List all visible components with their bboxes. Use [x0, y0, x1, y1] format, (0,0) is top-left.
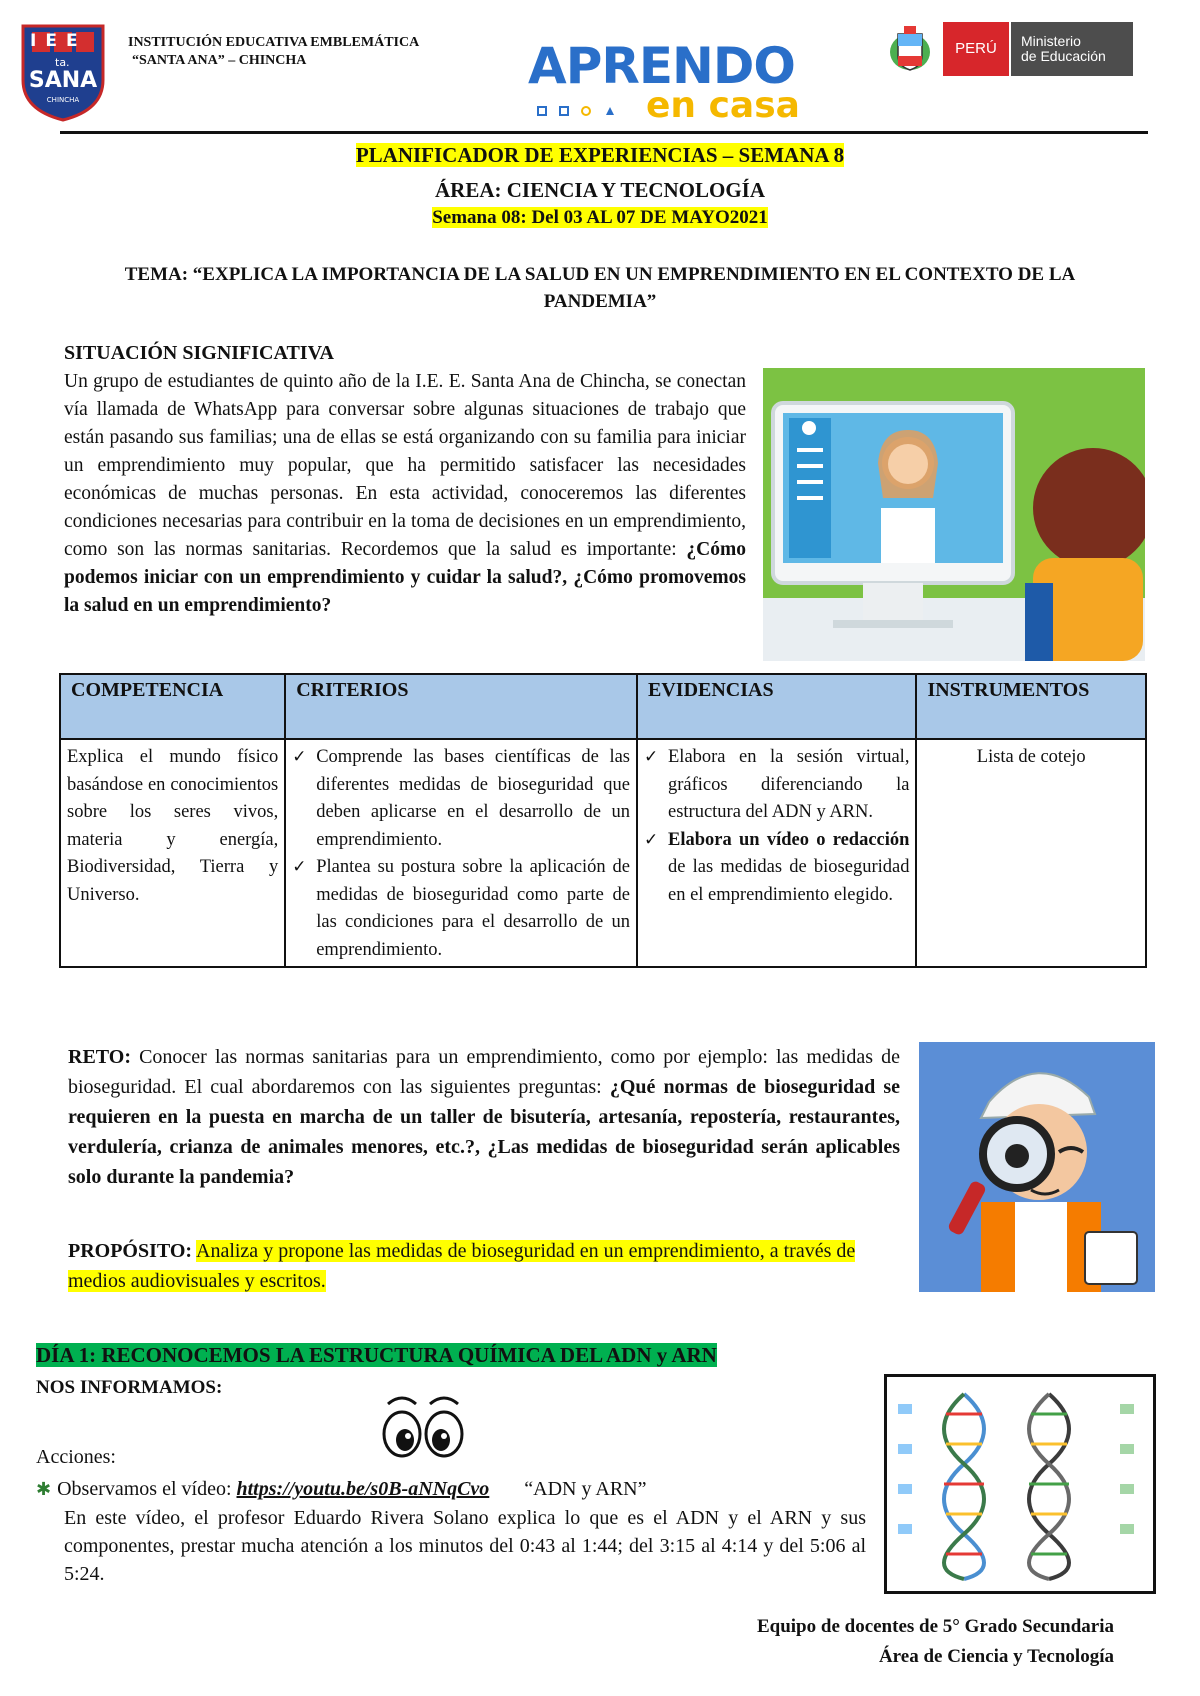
list-item	[644, 744, 909, 827]
proposito-label: PROPÓSITO:	[68, 1240, 193, 1262]
list-item	[644, 827, 909, 910]
video-description: En este vídeo, el profesor Eduardo Rivera Solano explica lo que es el ADN y el ARN y sus componentes, prestar mucha atención a los minutos del 0:43 al 1:44; del 3:15 al 4:14 y del 5:06 al 5:24.	[64, 1507, 866, 1585]
footer-credits	[757, 1612, 1114, 1672]
proposito-paragraph	[68, 1236, 900, 1296]
day1-title: DÍA 1: RECONOCEMOS LA ESTRUCTURA QUÍMICA DEL ADN y ARN	[36, 1343, 717, 1367]
evidencia-2-bold: Elabora un vídeo o redacción	[668, 829, 910, 850]
evidencias-list	[644, 744, 909, 909]
institution-name	[128, 34, 419, 70]
cell-criterios	[285, 739, 637, 967]
header-criterios: CRITERIOS	[285, 674, 637, 739]
situacion-body: Un grupo de estudiantes de quinto año de la I.E. E. Santa Ana de Chincha, se conectan vía llamada de WhatsApp para conversar sobre algunas situaciones de trabajo que están pasando sus familias; una de ellas se está organizando con su familia para iniciar un emprendimiento muy popular, que ha permitido satisfacer las necesidades económicas de muchas personas. En esta actividad, conoceremos las diferentes condiciones necesarias para contribuir en la toma de decisiones en un emprendimiento, como son las normas sanitarias. Recordemos que la salud es importante:	[64, 371, 746, 560]
reto-paragraph	[68, 1042, 900, 1192]
cell-evidencias	[637, 739, 916, 967]
competencia-text: Explica el mundo físico basándose en conocimientos sobre los seres vivos, materia y energía, Biodiversidad, Tierra y Universo.	[67, 747, 279, 905]
video-bullet	[36, 1475, 866, 1588]
ministry-line1: Ministerio	[1021, 33, 1081, 49]
eyes-icon	[380, 1390, 466, 1460]
header-evidencias: EVIDENCIAS	[637, 674, 916, 739]
institution-line1: INSTITUCIÓN EDUCATIVA EMBLEMÁTICA	[128, 35, 420, 50]
institution-line2: “SANTA ANA” – CHINCHA	[132, 53, 307, 68]
table-header-row	[60, 674, 1146, 739]
cell-instrumento	[916, 739, 1146, 967]
check-icon: ✓	[644, 829, 659, 850]
check-icon: ✓	[644, 747, 659, 767]
competency-table	[59, 673, 1147, 968]
school-logo-letters: IEE	[30, 31, 87, 51]
video-link[interactable]: https://youtu.be/s0B-aNNqCvo	[236, 1478, 490, 1500]
header-competencia: COMPETENCIA	[60, 674, 285, 739]
planner-title: PLANIFICADOR DE EXPERIENCIAS – SEMANA 8	[355, 143, 845, 167]
criterio-1: Comprende las bases científicas de las diferentes medidas de bioseguridad que deben aplicarse en el desarrollo de un emprendimiento.	[316, 747, 630, 850]
cell-competencia	[60, 739, 285, 967]
school-logo	[18, 22, 108, 122]
instrumento-text: Lista de cotejo	[976, 747, 1086, 767]
ministry-line2: de Educación	[1021, 48, 1106, 64]
aprendo-en-casa-logo	[528, 38, 818, 130]
tema-title: TEMA: “EXPLICA LA IMPORTANCIA DE LA SALUD EN UN EMPRENDIMIENTO EN EL CONTEXTO DE LA PANDEMIA”	[124, 264, 1076, 312]
header-instrumentos: INSTRUMENTOS	[916, 674, 1146, 739]
asterisk-bullet-icon: ✱	[36, 1479, 52, 1500]
school-logo-name: SANA	[28, 68, 98, 93]
nos-informamos-heading: NOS INFORMAMOS:	[36, 1377, 223, 1398]
acciones-label: Acciones:	[36, 1446, 116, 1468]
evidencia-2-rest: de las medidas de bioseguridad en el emprendimiento elegido.	[668, 857, 910, 905]
video-bullet-prefix: Observamos el vídeo:	[57, 1478, 237, 1500]
reto-label: RETO:	[68, 1046, 131, 1068]
school-logo-ta: ta.	[55, 56, 70, 69]
brand-shapes-icon	[536, 104, 626, 118]
footer-line2: Área de Ciencia y Tecnología	[878, 1646, 1114, 1667]
brand-word-en-casa: en casa	[646, 85, 800, 126]
situacion-heading: SITUACIÓN SIGNIFICATIVA	[64, 342, 334, 364]
reto-questions: ¿Qué normas de bioseguridad se requieren en la puesta en marcha de un taller de bisutería, artesanía, repostería, restaurantes, verdulería, crianza de animales menores, etc.?, ¿Las medidas de bioseguridad serán aplicables solo durante la pandemia?	[68, 1076, 900, 1188]
evidencia-1: Elabora en la sesión virtual, gráficos diferenciando la estructura del ADN y ARN.	[668, 747, 910, 822]
video-call-illustration	[763, 368, 1145, 661]
area-title: ÁREA: CIENCIA Y TECNOLOGÍA	[434, 178, 766, 202]
header-divider	[60, 131, 1148, 134]
situacion-questions: ¿Cómo podemos iniciar con un emprendimiento y cuidar la salud?, ¿Cómo promovemos la salud en un emprendimiento?	[64, 539, 746, 616]
check-icon: ✓	[292, 857, 307, 877]
list-item	[292, 854, 630, 964]
proposito-text: Analiza y propone las medidas de bioseguridad en un emprendimiento, a través de medios audiovisuales y escritos.	[68, 1240, 856, 1292]
criterio-2: Plantea su postura sobre la aplicación de medidas de bioseguridad como parte de las condiciones para el desarrollo de un emprendimiento.	[316, 857, 630, 960]
day1-title-wrap	[36, 1343, 717, 1368]
list-item	[292, 744, 630, 854]
situacion-paragraph	[64, 368, 746, 620]
week-title-wrap	[0, 207, 1200, 229]
dna-rna-diagram	[884, 1374, 1156, 1594]
table-row	[60, 739, 1146, 967]
peru-label: PERÚ	[943, 22, 1009, 76]
peru-coat-of-arms-icon	[886, 22, 934, 74]
ministry-label	[1011, 22, 1133, 76]
school-logo-city: CHINCHA	[46, 96, 80, 104]
week-title: Semana 08: Del 03 AL 07 DE MAYO2021	[432, 207, 768, 228]
footer-line1: Equipo de docentes de 5° Grado Secundaria	[756, 1616, 1114, 1637]
planner-title-wrap	[0, 143, 1200, 168]
inspector-illustration	[919, 1042, 1155, 1292]
check-icon: ✓	[292, 747, 307, 767]
criterios-list	[292, 744, 630, 964]
reto-text: Conocer las normas sanitarias para un emprendimiento, como por ejemplo: las medidas de bioseguridad. El cual abordaremos con las siguientes preguntas:	[68, 1046, 900, 1098]
minedu-logo	[943, 22, 1133, 76]
video-title: “ADN y ARN”	[524, 1478, 647, 1500]
video-bullet-line	[36, 1475, 866, 1504]
brand-word-aprendo: APRENDO	[528, 37, 795, 95]
